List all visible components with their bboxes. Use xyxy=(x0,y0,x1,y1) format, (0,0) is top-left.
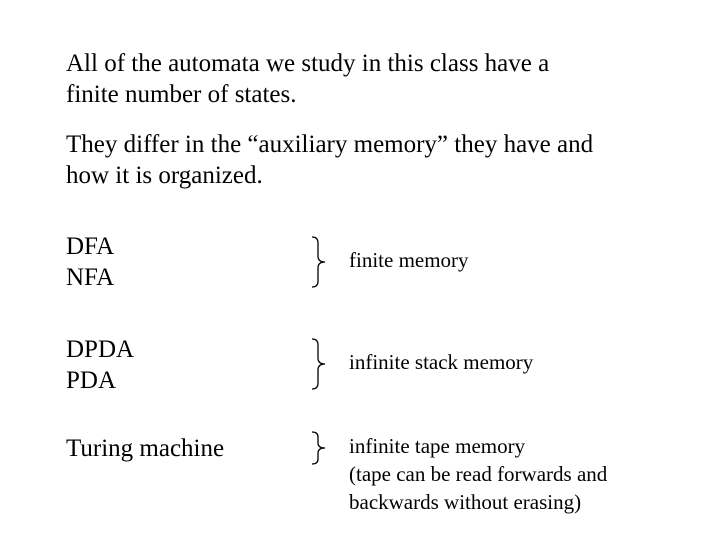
description-line: (tape can be read forwards and xyxy=(349,462,608,486)
memory-paragraph xyxy=(66,129,593,191)
memory-description-tape xyxy=(349,432,607,516)
automaton-label-turing-machine: Turing machine xyxy=(66,435,225,462)
memory-description-stack xyxy=(349,348,533,376)
automata-label-group-stack xyxy=(66,334,134,396)
right-brace-icon xyxy=(309,236,335,288)
intro-paragraph xyxy=(66,48,549,110)
description-line: infinite stack memory xyxy=(349,350,534,374)
description-line: infinite tape memory xyxy=(349,434,526,458)
right-brace-icon xyxy=(309,338,335,390)
memory-line: how it is organized. xyxy=(66,162,263,189)
automaton-label-pda: PDA xyxy=(66,367,117,394)
intro-line: finite number of states. xyxy=(66,81,297,108)
memory-description-finite xyxy=(349,246,469,274)
automaton-label-nfa: NFA xyxy=(66,264,115,291)
automaton-label-dfa: DFA xyxy=(66,233,115,260)
automaton-label-dpda: DPDA xyxy=(66,336,135,363)
description-line: backwards without erasing) xyxy=(349,490,582,514)
automata-label-group-tape xyxy=(66,433,224,464)
right-brace-icon xyxy=(309,431,335,465)
intro-line: All of the automata we study in this class have a xyxy=(66,50,550,77)
description-line: finite memory xyxy=(349,248,469,272)
memory-line: They differ in the “auxiliary memory” they have and xyxy=(66,131,594,158)
automata-label-group-finite xyxy=(66,231,114,293)
